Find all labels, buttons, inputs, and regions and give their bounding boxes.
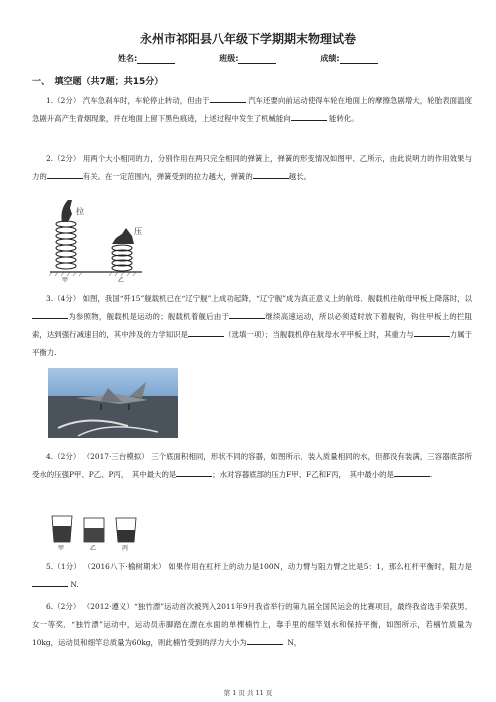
svg-text:甲: 甲 xyxy=(58,545,65,552)
answer-blank xyxy=(188,329,224,337)
section-title: 一、 填空题（共7题；共15分） xyxy=(32,77,164,87)
carrier-aircraft-photo xyxy=(48,368,178,438)
spring-figure xyxy=(46,196,146,284)
answer-blank xyxy=(210,95,246,103)
student-info-line xyxy=(118,53,418,64)
answer-blank xyxy=(291,113,327,121)
name-field: 姓名: xyxy=(118,53,175,64)
question-2: 2.（2分） 用两个大小相同的力，分别作用在两只完全相同的弹簧上，弹簧的形变情况如图甲、乙所示，由此说明力的作用效果与力的 有关。在一定范围内，弹簧受到的拉力越大，弹簧的 越长。 xyxy=(32,154,472,181)
question-6: 6.（2分） （2012·遵义）“独竹漂”运动首次被列入2011年9月我省举行的第九届全国民运会的比赛项目，最终我省选手荣获男、女一等奖．“独竹漂”运动中，运动员赤脚踏在漂在水面的单棵楠竹上，靠手里的细竿划水和保持平衡，如图所示，若楠竹质量为10kg，运动员和细竿总质量为60kg，则此楠竹受到的浮力大小为 N， xyxy=(32,602,472,647)
answer-blank xyxy=(247,637,283,645)
score-field: 成绩: xyxy=(320,53,377,64)
hand-press-icon xyxy=(112,228,134,244)
svg-text:乙: 乙 xyxy=(118,277,125,284)
answer-blank xyxy=(253,171,289,179)
question-3: 3.（4分） 如图，我国“歼15”舰载机已在“辽宁舰”上成功起降，“辽宁舰”成为真正意义上的航母．舰载机往航母甲板上降落时，以为参照物，舰载机是运动的；舰载机着舰后由于 继续高速运动，所以必须适时放下着舰钩，钩住甲板上的拦阻索，达到强行减速目的，其中涉及的力学知识是 （选填一项）；当舰载机停在航母水平甲板上时，其重力与 力属于平衡力. xyxy=(32,294,472,357)
question-4: 4.（2分） （2017·三台模拟） 三个底面积相同，形状不同的容器，如图所示．装入质量相同的水，但都没有装满，三容器底部所受水的压强P甲、P乙、P丙， 其中最大的是 ；水对容器底部的压力F甲、F乙和F丙， 其中最小的是 . xyxy=(32,452,472,479)
question-1: 1.（2分） 汽车急刹车时，车轮停止转动，但由于 汽车还要向前运动使得车轮在地面上的摩擦急剧增大，轮胎表面温度急剧升高产生青烟现象，并在地面上留下黑色痕迹，上述过程中发生了机械能向 能转化。 xyxy=(32,96,472,123)
svg-text:丙: 丙 xyxy=(122,545,129,552)
svg-text:乙: 乙 xyxy=(90,545,97,552)
svg-text:甲: 甲 xyxy=(62,277,69,284)
pull-label: 拉 xyxy=(76,207,84,216)
page-footer: 第 1 页 共 11 页 xyxy=(223,689,273,697)
answer-blank xyxy=(414,329,450,337)
question-5: 5.（1分） （2016八下·榆树期末） 如果作用在杠杆上的动力是100N，动力臂与阻力臂之比是5：1，那么杠杆平衡时，阻力是 N. xyxy=(32,558,472,594)
answer-blank xyxy=(32,579,68,587)
answer-blank xyxy=(229,311,265,319)
answer-blank xyxy=(32,311,68,319)
class-field: 班级: xyxy=(219,53,276,64)
press-label: 压 xyxy=(134,227,142,236)
answer-blank xyxy=(394,469,430,477)
answer-blank xyxy=(47,171,83,179)
page-title: 永州市祁阳县八年级下学期期末物理试卷 xyxy=(139,32,356,46)
answer-blank xyxy=(176,469,212,477)
containers-figure xyxy=(48,508,138,552)
hand-pull-icon xyxy=(61,200,72,222)
